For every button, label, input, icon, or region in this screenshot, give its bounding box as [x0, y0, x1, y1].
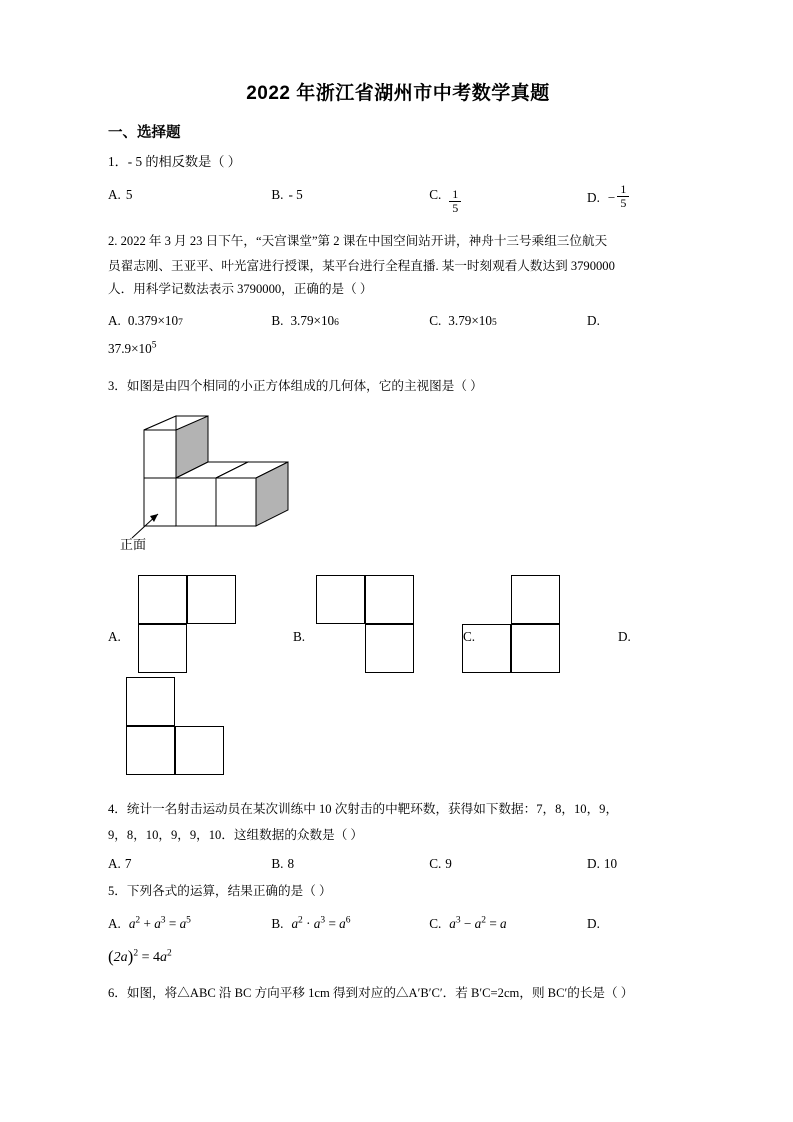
- option-1-b: [271, 184, 429, 215]
- option-5-b: [271, 913, 429, 934]
- option-5-b-expr: $a^2 \cdot a^3 = a^6$: [291, 916, 351, 932]
- option-4-a-label: A.: [108, 856, 121, 871]
- option-5-a: [108, 913, 271, 934]
- question-1-text: 1．- 5 的相反数是（ ）: [108, 154, 241, 169]
- question-4-options: [108, 853, 688, 874]
- option-4-d: [587, 853, 688, 874]
- option-3-d-label: D.: [618, 629, 631, 645]
- fraction-numerator: 1: [452, 187, 459, 202]
- page-title: 2022 年浙江省湖州市中考数学真题: [246, 83, 550, 104]
- fraction-one-fifth: [449, 188, 461, 214]
- option-2-c-exp: 5: [492, 317, 497, 328]
- option-1-c: [429, 184, 587, 215]
- option-2-b-base: 3.79×10: [290, 312, 335, 328]
- question-5-text: 5．下列各式的运算，结果正确的是（ ）: [108, 884, 332, 899]
- question-2-line-3: 人．用科学记数法表示 3790000，正确的是（ ）: [108, 282, 373, 297]
- shape-a-sq2: [187, 575, 236, 624]
- front-view-label: 正面: [120, 537, 147, 553]
- shape-d-sq2: [126, 726, 175, 775]
- document-content: [108, 78, 688, 1007]
- option-2-b-exp: 6: [334, 317, 339, 328]
- option-2-a-label: A.: [108, 312, 121, 328]
- option-2-b: [271, 310, 429, 331]
- option-1-b-label: B.: [271, 187, 284, 203]
- option-2-b-label: B.: [271, 312, 284, 328]
- option-2-a: [108, 310, 271, 331]
- shape-b-sq3: [365, 624, 414, 673]
- question-2-option-d-value: [108, 337, 688, 361]
- option-2-d-base: 37.9×10: [108, 340, 152, 356]
- option-2-c-label: C.: [429, 312, 442, 328]
- question-3-options-row2: [108, 677, 688, 792]
- option-5-c-label: C.: [429, 916, 442, 932]
- shape-d-sq3: [175, 726, 224, 775]
- cube-figure: [120, 406, 360, 561]
- negative-fraction-one-fifth: [608, 184, 631, 210]
- option-5-c-expr: $a^3 - a^2 = a$: [449, 916, 507, 932]
- option-2-d-label: D.: [587, 312, 600, 328]
- question-5-options: [108, 913, 688, 934]
- shape-b-sq1: [316, 575, 365, 624]
- question-2-line-1: 2. 2022 年 3 月 23 日下午，“天宫课堂”第 2 课在中国空间站开讲，神舟十三号乘组三位航天: [108, 233, 608, 248]
- question-2-line-2: 员翟志刚、王亚平、叶光富进行授课，某平台进行全程直播. 某一时刻观看人数达到 3790000: [108, 258, 615, 273]
- option-2-d-exp: 5: [151, 340, 157, 351]
- option-4-c-label: C.: [429, 856, 442, 871]
- option-1-d-label: D.: [587, 189, 600, 205]
- fraction-denominator-2: 5: [617, 196, 629, 210]
- question-2-options: [108, 310, 688, 331]
- section-heading-choice: 一、选择题: [108, 125, 181, 141]
- option-3-c-label: C.: [463, 629, 476, 645]
- question-3-options-row1: [108, 567, 688, 675]
- shape-c-sq2: [462, 624, 511, 673]
- minus-sign: −: [607, 189, 616, 205]
- cube-figure-svg: [120, 406, 360, 561]
- option-5-a-label: A.: [108, 916, 121, 932]
- question-1-options: [108, 184, 688, 215]
- fraction-one-fifth-2: [617, 183, 629, 209]
- shape-b-sq2: [365, 575, 414, 624]
- option-1-b-value: - 5: [288, 187, 303, 203]
- shape-a-sq3: [138, 624, 187, 673]
- fraction-denominator: 5: [449, 201, 461, 215]
- option-4-b-value: 8: [287, 856, 295, 871]
- option-4-c: [429, 853, 587, 874]
- option-5-a-expr: $a^2 + a^3 = a^5$: [128, 916, 191, 932]
- question-4-line-2: 9，8，10，9，9，10．这组数据的众数是（ ）: [108, 827, 364, 842]
- option-4-d-value: 10: [603, 856, 618, 871]
- option-2-c: [429, 310, 587, 331]
- question-3-text: 3．如图是由四个相同的小正方体组成的几何体，它的主视图是（ ）: [108, 379, 483, 394]
- question-4-line-1: 4．统计一名射击运动员在某次训练中 10 次射击的中靶环数，获得如下数据：7，8，10，9，: [108, 802, 619, 817]
- option-4-c-value: 9: [445, 856, 452, 871]
- option-1-d: [587, 184, 688, 215]
- option-2-a-base: 0.379×10: [127, 312, 179, 328]
- option-4-a: [108, 853, 271, 874]
- option-2-d: [587, 310, 688, 331]
- shape-c-sq3: [511, 624, 560, 673]
- option-5-b-label: B.: [271, 916, 284, 932]
- option-1-a-value: 5: [125, 187, 133, 203]
- shape-d-sq1: [126, 677, 175, 726]
- option-5-d: [587, 913, 688, 934]
- option-4-b-label: B.: [271, 856, 284, 871]
- option-2-c-base: 3.79×10: [448, 312, 492, 328]
- option-4-a-value: 7: [124, 856, 132, 871]
- option-4-b: [271, 853, 429, 874]
- question-5-option-d-value: $(2a)^2 = 4a^2$: [108, 946, 172, 966]
- option-5-c: [429, 913, 587, 934]
- option-1-c-label: C.: [429, 187, 442, 203]
- shape-a-sq1: [138, 575, 187, 624]
- shape-c-sq1: [511, 575, 560, 624]
- option-5-d-label: D.: [587, 916, 600, 932]
- option-3-b-label: B.: [293, 629, 306, 645]
- option-3-a-label: A.: [108, 629, 121, 645]
- fraction-numerator-2: 1: [620, 182, 627, 197]
- option-2-a-exp: 7: [178, 317, 183, 328]
- option-1-a-label: A.: [108, 187, 121, 203]
- question-6-text: 6．如图，将△ABC 沿 BC 方向平移 1cm 得到对应的△A′B′C′．若 B′C=2cm，则 BC′的长是（ ）: [108, 985, 634, 1000]
- option-1-a: [108, 184, 271, 215]
- option-4-d-label: D.: [587, 856, 600, 871]
